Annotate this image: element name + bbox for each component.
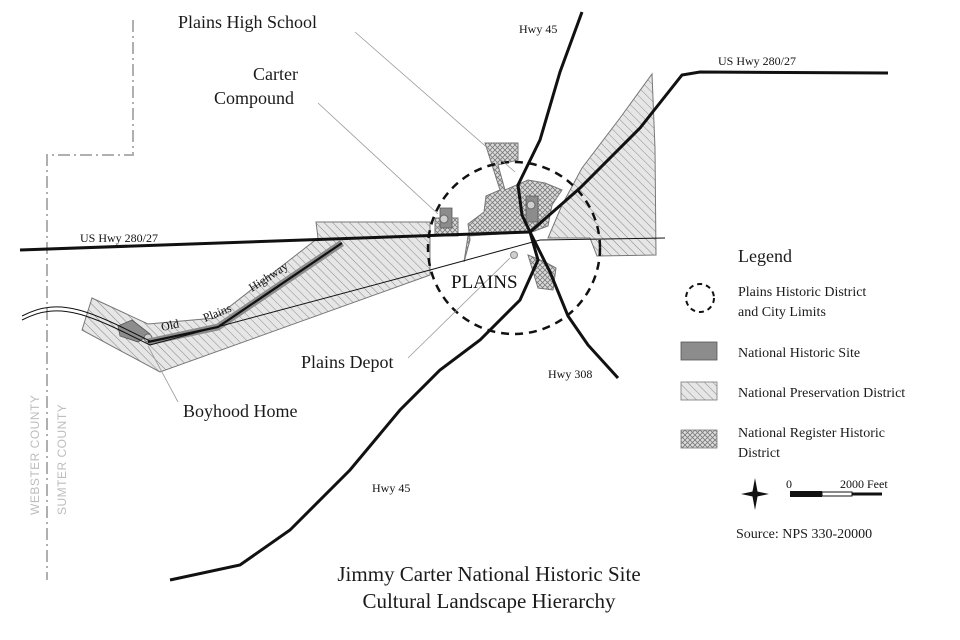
sumter-county-label: SUMTER COUNTY xyxy=(55,403,69,515)
label-boyhood-home: Boyhood Home xyxy=(183,401,298,421)
label-us-hwy-280-east: US Hwy 280/27 xyxy=(718,54,797,68)
label-plains-high-school: Plains High School xyxy=(178,12,318,32)
north-arrow-icon xyxy=(741,478,769,510)
legend-label-historic-site: National Historic Site xyxy=(738,346,861,361)
label-old-plains-highway-highway: Highway xyxy=(246,258,291,295)
historic-site-marker-compound xyxy=(440,215,448,223)
historic-site-marker-high-school xyxy=(527,201,535,209)
legend-label-register-district-1: National Register Historic xyxy=(738,426,885,441)
leader-compound xyxy=(318,103,438,214)
scale-end-label: 2000 Feet xyxy=(840,477,888,491)
label-old-plains-highway-plains: Plains xyxy=(200,300,234,325)
source-note: Source: NPS 330-20000 xyxy=(736,527,873,542)
label-carter-compound-2: Compound xyxy=(214,88,295,108)
scale-bar xyxy=(790,491,882,497)
map-title-line-1: Jimmy Carter National Historic Site xyxy=(337,562,641,586)
label-plains-city: PLAINS xyxy=(451,272,518,293)
register-district-core xyxy=(464,143,562,262)
leader-high-school xyxy=(355,32,515,172)
label-plains-depot: Plains Depot xyxy=(301,352,394,372)
legend-swatch-historic-site xyxy=(681,342,717,360)
legend-label-preservation-district: National Preservation District xyxy=(738,386,906,401)
webster-county-label: WEBSTER COUNTY xyxy=(28,394,42,515)
legend-label-historic-district-1: Plains Historic District xyxy=(738,285,867,300)
legend-label-historic-district-2: and City Limits xyxy=(738,305,826,320)
label-hwy-45-north: Hwy 45 xyxy=(519,22,558,36)
legend-label-register-district-2: District xyxy=(738,446,780,461)
historic-site-marker-depot xyxy=(511,252,518,259)
label-old-plains-highway-old: Old xyxy=(159,316,181,334)
label-hwy-45-south: Hwy 45 xyxy=(372,481,411,495)
legend-swatch-preservation-district xyxy=(681,382,717,400)
label-us-hwy-280-west: US Hwy 280/27 xyxy=(80,231,159,245)
label-carter-compound-1: Carter xyxy=(253,64,298,84)
legend-swatch-register-district xyxy=(681,430,717,448)
map-title-line-2: Cultural Landscape Hierarchy xyxy=(362,589,616,613)
label-hwy-308: Hwy 308 xyxy=(548,367,593,381)
legend-swatch-historic-district xyxy=(686,284,714,312)
legend-heading: Legend xyxy=(738,246,792,266)
scale-start-label: 0 xyxy=(786,477,792,491)
